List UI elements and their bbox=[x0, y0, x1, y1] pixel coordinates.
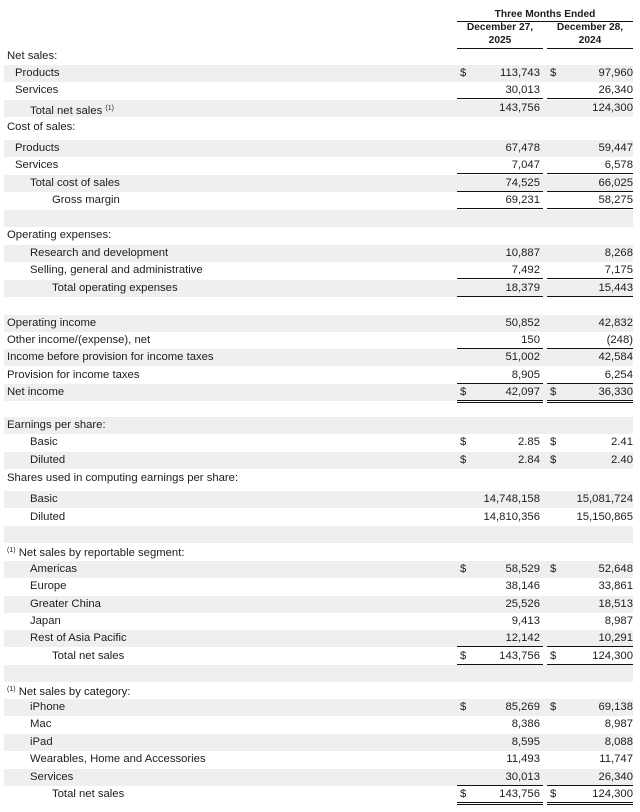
table-row bbox=[4, 157, 633, 174]
value-2025 bbox=[457, 262, 543, 279]
value-2024 bbox=[547, 100, 633, 116]
table-row bbox=[4, 245, 633, 262]
row-label-text: Greater China bbox=[30, 598, 101, 610]
table-row bbox=[4, 119, 633, 136]
row-label bbox=[30, 262, 203, 279]
row-label-text: Earnings per share: bbox=[7, 419, 106, 431]
table-row bbox=[4, 613, 633, 630]
amount: 124,300 bbox=[592, 650, 633, 662]
currency-symbol: $ bbox=[550, 67, 557, 79]
footnote-marker: (1) bbox=[7, 547, 16, 554]
value-2024 bbox=[547, 175, 633, 192]
amount: 50,852 bbox=[505, 317, 540, 329]
currency-symbol: $ bbox=[550, 650, 557, 662]
spacer-row bbox=[4, 210, 633, 227]
value-2025 bbox=[457, 613, 543, 629]
value-2025 bbox=[457, 578, 543, 594]
row-label bbox=[30, 751, 206, 768]
value-2024 bbox=[547, 65, 633, 81]
value-2024 bbox=[547, 367, 633, 384]
row-label-text: Net income bbox=[7, 386, 65, 398]
table-row bbox=[4, 561, 633, 578]
amount: 10,291 bbox=[598, 632, 633, 644]
value-2025 bbox=[457, 769, 543, 786]
table-row bbox=[4, 262, 633, 279]
table-row bbox=[4, 315, 633, 332]
amount: 11,747 bbox=[599, 753, 633, 765]
row-label-text: Diluted bbox=[30, 454, 66, 466]
table-row bbox=[4, 417, 633, 434]
amount: 69,138 bbox=[598, 701, 633, 713]
column-header-2024: December 28, 2024 bbox=[547, 22, 633, 49]
currency-symbol: $ bbox=[550, 386, 557, 398]
currency-symbol: $ bbox=[550, 788, 557, 800]
amount: 8,905 bbox=[511, 369, 540, 381]
amount: 14,748,158 bbox=[483, 493, 540, 505]
row-label bbox=[52, 192, 120, 209]
table-row bbox=[4, 332, 633, 349]
row-label bbox=[15, 157, 58, 174]
value-2025 bbox=[457, 699, 543, 715]
currency-symbol: $ bbox=[460, 454, 467, 466]
row-label bbox=[30, 491, 58, 508]
row-label-text: Total net sales bbox=[30, 105, 103, 117]
value-2024 bbox=[547, 630, 633, 647]
amount: 8,595 bbox=[511, 736, 540, 748]
amount: 18,379 bbox=[505, 282, 540, 294]
value-2025 bbox=[457, 561, 543, 577]
amount: 51,002 bbox=[505, 351, 540, 363]
row-label bbox=[7, 48, 57, 65]
value-2025 bbox=[457, 716, 543, 732]
amount: 30,013 bbox=[505, 84, 540, 96]
row-label-text: Products bbox=[15, 142, 60, 154]
value-2024 bbox=[547, 452, 633, 468]
table-row bbox=[4, 349, 633, 366]
row-label bbox=[30, 434, 58, 451]
row-label-text: Shares used in computing earnings per share: bbox=[7, 472, 239, 484]
table-row bbox=[4, 48, 633, 65]
row-label-text: Net sales: bbox=[7, 50, 58, 62]
table-row bbox=[4, 65, 633, 82]
value-2024 bbox=[547, 578, 633, 594]
amount: 2.85 bbox=[518, 436, 540, 448]
table-row bbox=[4, 630, 633, 647]
value-2024 bbox=[547, 245, 633, 261]
row-label-text: Basic bbox=[30, 493, 58, 505]
value-2025 bbox=[457, 245, 543, 261]
amount: 143,756 bbox=[499, 650, 540, 662]
row-label-text: Services bbox=[30, 771, 74, 783]
row-label-text: Gross margin bbox=[52, 194, 120, 206]
row-label-text: Cost of sales: bbox=[7, 121, 76, 133]
row-label-text: Wearables, Home and Accessories bbox=[30, 753, 206, 765]
value-2024 bbox=[547, 315, 633, 331]
amount: 14,810,356 bbox=[483, 511, 540, 523]
value-2024 bbox=[547, 491, 633, 507]
amount: 124,300 bbox=[592, 102, 633, 114]
row-label-text: Total net sales bbox=[52, 788, 125, 800]
value-2024 bbox=[547, 734, 633, 750]
value-2025 bbox=[457, 491, 543, 507]
currency-symbol: $ bbox=[460, 67, 467, 79]
amount: 52,648 bbox=[598, 563, 633, 575]
amount: 38,146 bbox=[505, 580, 540, 592]
amount: 12,142 bbox=[505, 632, 540, 644]
value-2025 bbox=[457, 157, 543, 174]
table-row bbox=[4, 769, 633, 786]
value-2024 bbox=[547, 157, 633, 174]
amount: 7,047 bbox=[511, 159, 540, 171]
row-label bbox=[15, 65, 60, 82]
row-label-text: Net sales by category: bbox=[18, 686, 131, 698]
value-2024 bbox=[547, 751, 633, 767]
amount: 143,756 bbox=[499, 102, 540, 114]
amount: 26,340 bbox=[598, 84, 633, 96]
currency-symbol: $ bbox=[550, 563, 557, 575]
value-2025 bbox=[457, 786, 543, 805]
value-2024 bbox=[547, 769, 633, 786]
row-label bbox=[30, 699, 65, 716]
row-label-text: Rest of Asia Pacific bbox=[30, 632, 127, 644]
row-label bbox=[30, 509, 65, 526]
amount: 2.41 bbox=[611, 436, 633, 448]
amount: 25,526 bbox=[505, 598, 540, 610]
amount: 85,269 bbox=[505, 701, 540, 713]
value-2025 bbox=[457, 452, 543, 468]
row-label bbox=[30, 596, 101, 613]
row-label bbox=[15, 82, 58, 99]
table-row bbox=[4, 384, 633, 401]
amount: 30,013 bbox=[505, 771, 540, 783]
row-label-text: Net sales by reportable segment: bbox=[18, 547, 185, 559]
table-row bbox=[4, 175, 633, 192]
value-2024 bbox=[547, 434, 633, 450]
value-2024 bbox=[547, 699, 633, 715]
row-label bbox=[30, 630, 127, 647]
row-label bbox=[7, 349, 214, 366]
amount: 58,529 bbox=[505, 563, 540, 575]
row-label-text: Operating expenses: bbox=[7, 229, 112, 241]
amount: 9,413 bbox=[511, 615, 540, 627]
currency-symbol: $ bbox=[460, 386, 467, 398]
row-label-text: Research and development bbox=[30, 247, 169, 259]
value-2025 bbox=[457, 332, 543, 349]
value-2024 bbox=[547, 82, 633, 99]
table-row bbox=[4, 470, 633, 487]
row-label-text: Other income/(expense), net bbox=[7, 334, 151, 346]
value-2024 bbox=[547, 262, 633, 279]
column-header-2025: December 27, 2025 bbox=[457, 22, 543, 49]
row-label-text: Diluted bbox=[30, 511, 66, 523]
currency-symbol: $ bbox=[460, 650, 467, 662]
row-label bbox=[7, 384, 64, 401]
row-label bbox=[7, 417, 106, 434]
table-row bbox=[4, 434, 633, 451]
table-row bbox=[4, 367, 633, 384]
value-2024 bbox=[547, 192, 633, 209]
table-row bbox=[4, 452, 633, 469]
amount: 6,578 bbox=[604, 159, 633, 171]
value-2025 bbox=[457, 734, 543, 750]
amount: 36,330 bbox=[598, 386, 633, 398]
amount: 143,756 bbox=[499, 788, 540, 800]
value-2025 bbox=[457, 630, 543, 647]
row-label bbox=[15, 140, 60, 157]
value-2025 bbox=[457, 434, 543, 450]
currency-symbol: $ bbox=[550, 701, 557, 713]
row-label-text: Americas bbox=[30, 563, 78, 575]
value-2024 bbox=[547, 140, 633, 156]
table-row bbox=[4, 509, 633, 526]
row-label-text: Operating income bbox=[7, 317, 97, 329]
amount: 15,443 bbox=[598, 282, 633, 294]
period-header: Three Months Ended bbox=[457, 8, 633, 22]
row-label-text: Services bbox=[15, 159, 59, 171]
row-label-text: Products bbox=[15, 67, 60, 79]
footnote-marker: (1) bbox=[105, 105, 114, 112]
value-2024 bbox=[547, 786, 633, 805]
footnote-marker: (1) bbox=[7, 686, 16, 693]
value-2024 bbox=[547, 613, 633, 629]
amount: 18,513 bbox=[598, 598, 633, 610]
amount: 26,340 bbox=[598, 771, 633, 783]
row-label-text: Basic bbox=[30, 436, 58, 448]
row-label bbox=[30, 561, 77, 578]
value-2025 bbox=[457, 596, 543, 612]
row-label bbox=[7, 227, 111, 244]
row-label bbox=[30, 175, 120, 192]
row-label bbox=[7, 119, 75, 136]
row-label-text: Provision for income taxes bbox=[7, 369, 140, 381]
spacer-row bbox=[4, 401, 633, 418]
row-label-text: Services bbox=[15, 84, 59, 96]
table-row bbox=[4, 280, 633, 297]
row-label bbox=[30, 100, 114, 120]
row-label bbox=[30, 452, 65, 469]
row-label bbox=[7, 681, 130, 701]
row-label bbox=[30, 716, 51, 733]
row-label-text: Total operating expenses bbox=[52, 282, 178, 294]
table-row bbox=[4, 734, 633, 751]
amount: 69,231 bbox=[505, 194, 540, 206]
table-row bbox=[4, 578, 633, 595]
row-label bbox=[7, 542, 184, 562]
currency-symbol: $ bbox=[460, 701, 467, 713]
spacer-row bbox=[4, 297, 633, 314]
row-label-text: Total cost of sales bbox=[30, 177, 120, 189]
amount: (248) bbox=[606, 334, 633, 346]
value-2025 bbox=[457, 100, 543, 116]
row-label-text: Income before provision for income taxes bbox=[7, 351, 214, 363]
table-row bbox=[4, 192, 633, 209]
amount: 2.40 bbox=[611, 454, 633, 466]
amount: 15,150,865 bbox=[576, 511, 633, 523]
row-label bbox=[7, 470, 238, 487]
value-2024 bbox=[547, 280, 633, 297]
amount: 6,254 bbox=[604, 369, 633, 381]
amount: 58,275 bbox=[598, 194, 633, 206]
table-row bbox=[4, 227, 633, 244]
value-2024 bbox=[547, 349, 633, 365]
row-label bbox=[52, 786, 124, 803]
amount: 8,088 bbox=[604, 736, 633, 748]
amount: 15,081,724 bbox=[576, 493, 633, 505]
value-2025 bbox=[457, 280, 543, 297]
spacer-row bbox=[4, 665, 633, 682]
amount: 150 bbox=[521, 334, 540, 346]
table-row bbox=[4, 100, 633, 117]
row-label bbox=[30, 769, 73, 786]
table-row bbox=[4, 716, 633, 733]
row-label-text: Europe bbox=[30, 580, 67, 592]
table-row bbox=[4, 699, 633, 716]
value-2024 bbox=[547, 509, 633, 525]
table-row bbox=[4, 140, 633, 157]
amount: 67,478 bbox=[505, 142, 540, 154]
amount: 11,493 bbox=[506, 753, 540, 765]
currency-symbol: $ bbox=[550, 436, 557, 448]
table-row bbox=[4, 491, 633, 508]
table-row bbox=[4, 786, 633, 803]
spacer-row bbox=[4, 526, 633, 543]
row-label-text: iPad bbox=[30, 736, 53, 748]
amount: 97,960 bbox=[598, 67, 633, 79]
value-2025 bbox=[457, 349, 543, 365]
row-label-text: Japan bbox=[30, 615, 61, 627]
row-label bbox=[7, 367, 139, 384]
value-2024 bbox=[547, 716, 633, 732]
amount: 66,025 bbox=[598, 177, 633, 189]
row-label bbox=[30, 578, 66, 595]
row-label bbox=[30, 613, 61, 630]
row-label bbox=[30, 245, 168, 262]
amount: 7,492 bbox=[511, 264, 540, 276]
value-2025 bbox=[457, 82, 543, 99]
table-row bbox=[4, 681, 633, 698]
amount: 8,987 bbox=[604, 718, 633, 730]
currency-symbol: $ bbox=[550, 454, 557, 466]
row-label bbox=[7, 332, 150, 349]
row-label-text: Total net sales bbox=[52, 650, 125, 662]
currency-symbol: $ bbox=[460, 788, 467, 800]
value-2025 bbox=[457, 192, 543, 209]
amount: 124,300 bbox=[592, 788, 633, 800]
table-row bbox=[4, 596, 633, 613]
row-label bbox=[7, 315, 96, 332]
value-2025 bbox=[457, 65, 543, 81]
value-2025 bbox=[457, 367, 543, 384]
row-label-text: iPhone bbox=[30, 701, 66, 713]
table-row bbox=[4, 542, 633, 559]
value-2024 bbox=[547, 332, 633, 349]
amount: 113,743 bbox=[500, 67, 540, 79]
value-2025 bbox=[457, 140, 543, 156]
amount: 8,386 bbox=[511, 718, 540, 730]
table-row bbox=[4, 648, 633, 665]
value-2025 bbox=[457, 509, 543, 525]
amount: 2.84 bbox=[518, 454, 540, 466]
row-label bbox=[52, 648, 124, 665]
value-2025 bbox=[457, 175, 543, 192]
amount: 8,987 bbox=[604, 615, 633, 627]
amount: 8,268 bbox=[604, 247, 633, 259]
currency-symbol: $ bbox=[460, 563, 467, 575]
table-row bbox=[4, 82, 633, 99]
currency-symbol: $ bbox=[460, 436, 467, 448]
value-2024 bbox=[547, 596, 633, 612]
amount: 74,525 bbox=[505, 177, 540, 189]
row-label bbox=[52, 280, 178, 297]
amount: 33,861 bbox=[598, 580, 633, 592]
amount: 42,584 bbox=[598, 351, 633, 363]
amount: 42,097 bbox=[505, 386, 540, 398]
row-label-text: Selling, general and administrative bbox=[30, 264, 203, 276]
amount: 10,887 bbox=[505, 247, 540, 259]
value-2024 bbox=[547, 561, 633, 577]
row-label bbox=[30, 734, 53, 751]
amount: 59,447 bbox=[598, 142, 633, 154]
amount: 42,832 bbox=[598, 317, 633, 329]
value-2025 bbox=[457, 315, 543, 331]
row-label-text: Mac bbox=[30, 718, 52, 730]
value-2025 bbox=[457, 751, 543, 767]
table-row bbox=[4, 751, 633, 768]
amount: 7,175 bbox=[604, 264, 633, 276]
